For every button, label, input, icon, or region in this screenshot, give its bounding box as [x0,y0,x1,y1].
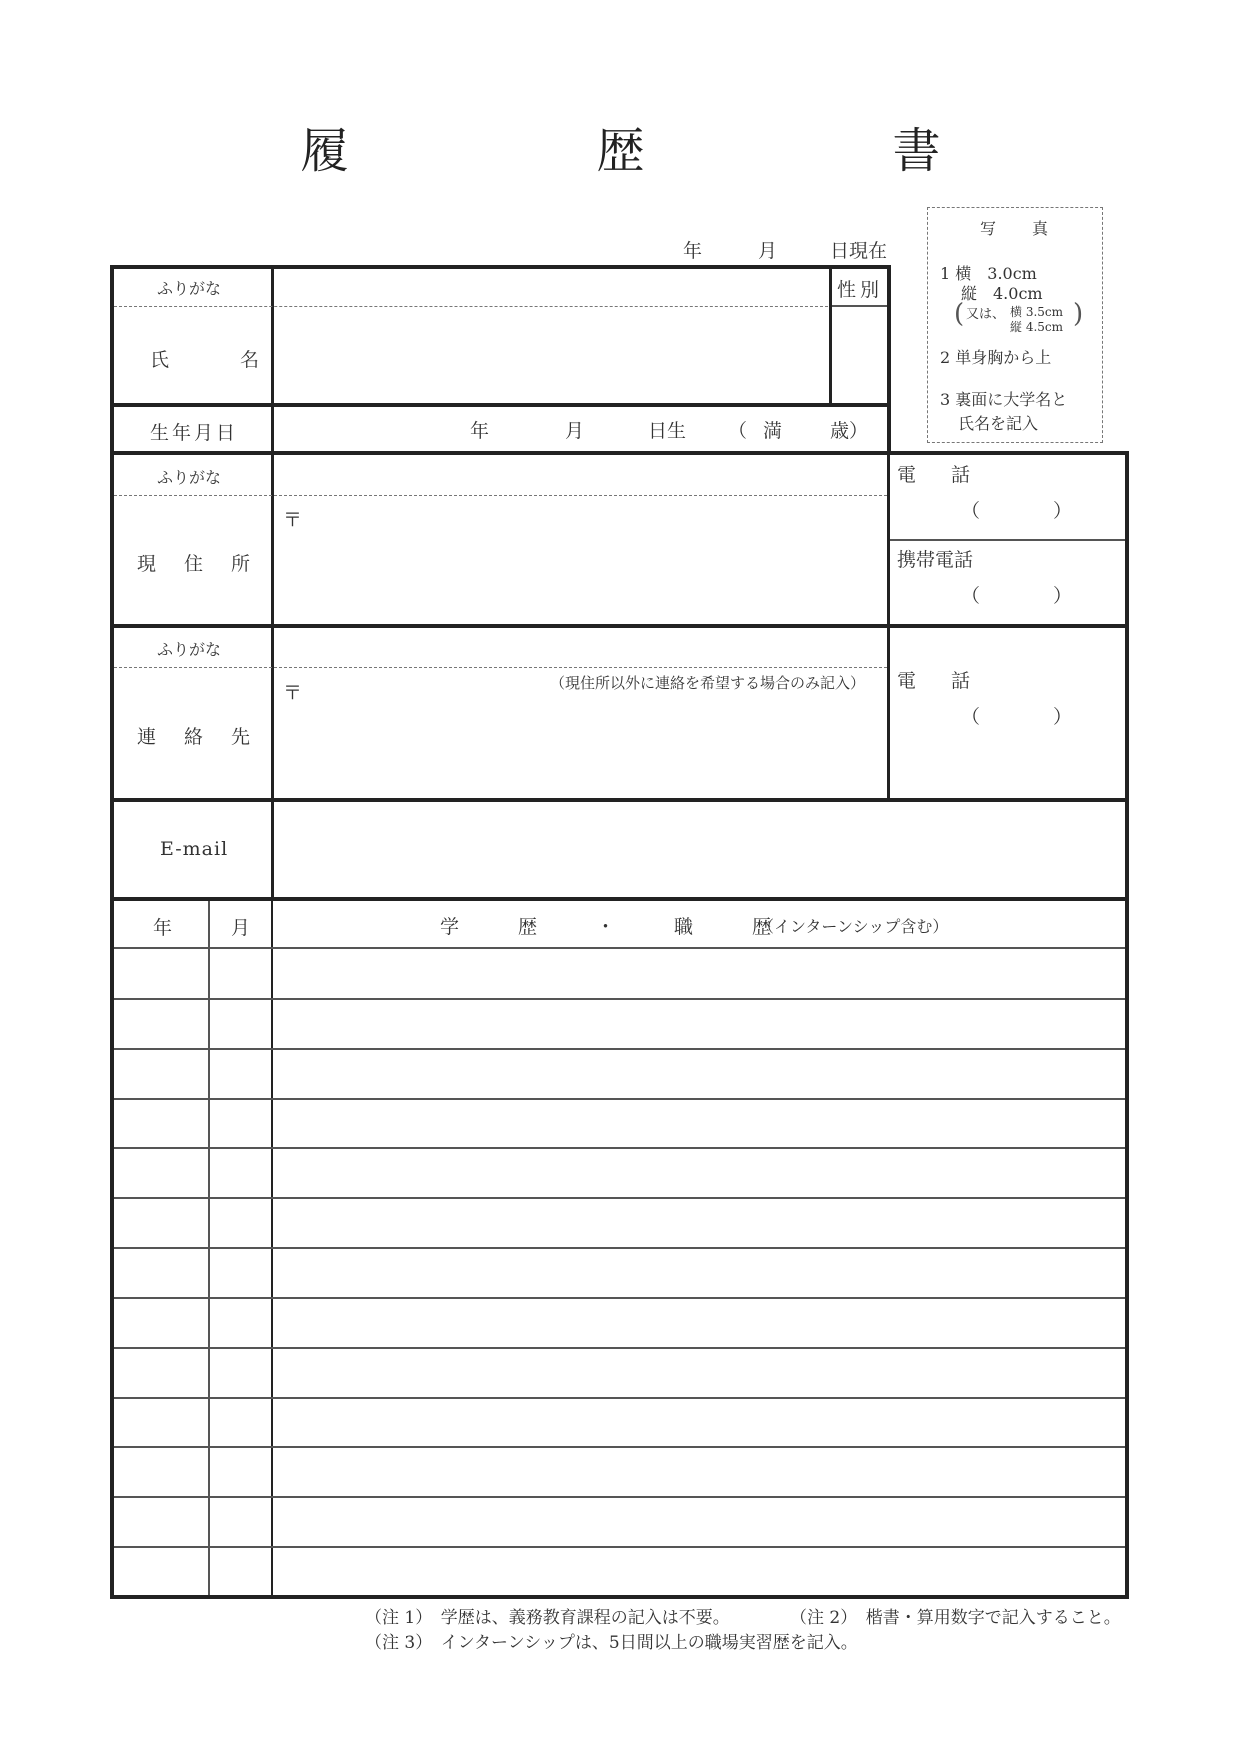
birth-day-label: 日生 [648,420,687,442]
history-entry-input[interactable] [278,1500,1124,1544]
history-year-input[interactable] [118,1002,208,1046]
contact-label-divider [271,624,274,800]
history-row-divider [114,1297,1125,1299]
address-top-border [110,451,1128,455]
birth-month-label: 月 [565,420,585,442]
birth-label: 生年月日 [150,422,239,444]
address-furigana-label: ふりがな [157,468,222,487]
history-month-input[interactable] [213,1351,272,1395]
birth-right-border [887,405,891,452]
birth-input[interactable] [280,410,884,450]
history-year-input[interactable] [118,1550,208,1594]
history-row-divider [114,1347,1125,1349]
email-input[interactable] [280,805,1124,897]
history-month-input[interactable] [213,1301,272,1345]
history-year-input[interactable] [118,1500,208,1544]
name-block-left-border [110,265,114,407]
email-left-border [110,798,114,900]
history-month-input[interactable] [213,1151,272,1195]
photo-alt-height: 縦 4.5cm [1010,320,1063,334]
phone-mobile-divider [890,539,1125,541]
history-month-input[interactable] [213,1401,272,1445]
gender-header-divider [832,305,887,307]
history-entry-input[interactable] [278,1052,1124,1096]
photo-alt-width: 横 3.5cm [1010,305,1063,319]
history-year-input[interactable] [118,1201,208,1245]
history-col-year: 年 [153,917,173,939]
photo-size-width: 1 横 3.0cm [940,264,1037,283]
history-row-divider [114,998,1125,1000]
history-row-divider [114,1397,1125,1399]
history-year-input[interactable] [118,1301,208,1345]
history-row-divider [114,1147,1125,1149]
name-block-top-border [110,265,891,269]
email-label-divider [271,798,274,900]
footnote-2: （注 2） 楷書・算用数字で記入すること。 [790,1608,1121,1628]
history-entry-input[interactable] [278,1301,1124,1345]
address-label-divider [271,451,274,627]
gender-divider [829,265,832,407]
birth-label-divider [271,405,274,452]
history-entry-input[interactable] [278,1550,1124,1594]
history-month-input[interactable] [213,1052,272,1096]
contact-phone-paren: （ ） [961,706,1077,728]
history-month-input[interactable] [213,952,272,996]
history-entry-input[interactable] [278,1102,1124,1146]
gender-label: 性別 [837,279,884,301]
mobile-phone-paren: （ ） [961,585,1077,607]
photo-size-height: 縦 4.0cm [961,284,1043,303]
address-label: 現住所 [137,553,279,575]
history-row-divider [114,1098,1125,1100]
contact-furigana-input[interactable] [280,631,884,666]
footnote-1: （注 1） 学歴は、義務教育課程の記入は不要。 [365,1608,730,1628]
history-row-divider [114,1446,1125,1448]
history-year-input[interactable] [118,1151,208,1195]
name-block-label-divider [271,265,274,407]
photo-instruction-3: 3 裏面に大学名と [940,390,1068,409]
photo-instruction-2: 2 単身胸から上 [940,348,1052,367]
history-month-input[interactable] [213,1201,272,1245]
history-row-divider [114,1048,1125,1050]
contact-input[interactable] [310,700,884,796]
contact-postal-mark: 〒 [283,682,303,704]
photo-instruction-3b: 氏名を記入 [958,414,1039,433]
name-furigana-divider [114,306,828,307]
page-title: 履 歴 書 [300,123,1041,179]
history-col-main-note: （インターンシップ含む） [758,917,949,936]
history-month-input[interactable] [213,1550,272,1594]
date-day-label: 日現在 [830,240,888,262]
history-bottom-border [110,1595,1129,1599]
history-year-input[interactable] [118,1351,208,1395]
address-phone-label: 電 話 [897,464,979,486]
photo-alt-prefix: 又は、 [966,307,1006,322]
address-left-border [110,451,114,627]
contact-right-border [1125,624,1129,800]
history-entry-input[interactable] [278,1201,1124,1245]
footnote-3: （注 3） インターンシップは、5日間以上の職場実習歴を記入。 [365,1633,858,1653]
history-entry-input[interactable] [278,1401,1124,1445]
name-furigana-input[interactable] [280,271,824,305]
name-block-right-border [887,265,891,407]
contact-phone-divider [887,624,890,800]
history-top-border [110,897,1128,901]
name-furigana-label: ふりがな [157,279,222,298]
contact-phone-label: 電 話 [897,670,979,692]
history-row-divider [114,1247,1125,1249]
contact-label: 連絡先 [137,726,279,748]
birth-left-border [110,405,114,452]
email-top-border [110,798,1128,802]
history-year-input[interactable] [118,1052,208,1096]
name-input[interactable] [280,310,824,402]
mobile-phone-label: 携帯電話 [897,549,974,571]
contact-left-border [110,624,114,800]
history-month-input[interactable] [213,1102,272,1146]
address-phone-paren: （ ） [961,500,1077,522]
history-row-divider [114,1197,1125,1199]
history-col-main: 学 歴 ・ 職 歴 [440,916,792,938]
history-year-input[interactable] [118,1251,208,1295]
history-entry-input[interactable] [278,1151,1124,1195]
date-month-label: 月 [758,240,778,262]
history-row-divider [114,1546,1125,1548]
photo-heading: 写 真 [980,219,1059,238]
address-postal-mark: 〒 [283,509,303,531]
address-input[interactable] [310,500,884,622]
contact-furigana-label: ふりがな [157,640,222,659]
history-header-divider [114,947,1125,949]
history-entry-input[interactable] [278,1450,1124,1494]
birth-age-close: 歳） [830,420,869,442]
history-month-input[interactable] [213,1450,272,1494]
history-month-input[interactable] [213,1251,272,1295]
history-entry-input[interactable] [278,1002,1124,1046]
history-year-input[interactable] [118,1102,208,1146]
history-month-input[interactable] [213,1002,272,1046]
date-year-label: 年 [683,240,703,262]
email-label: E-mail [160,838,229,860]
history-col-month: 月 [231,917,251,939]
photo-alt-paren-open: ( [954,299,965,329]
name-block-bottom-border [110,403,891,407]
birth-age-open: （満 [728,420,799,442]
birth-year-label: 年 [470,420,490,442]
history-month-input[interactable] [213,1500,272,1544]
contact-note: （現住所以外に連絡を希望する場合のみ記入） [550,674,866,692]
history-entry-input[interactable] [278,1351,1124,1395]
gender-input[interactable] [836,310,886,402]
contact-top-border [110,624,1128,628]
history-entry-input[interactable] [278,1251,1124,1295]
email-right-border [1125,798,1129,900]
history-right-border [1125,897,1129,1598]
photo-alt-paren-close: ) [1073,299,1084,329]
address-furigana-input[interactable] [280,458,884,494]
history-entry-input[interactable] [278,952,1124,996]
contact-furigana-divider [114,667,887,668]
history-year-input[interactable] [118,1401,208,1445]
name-label: 氏 名 [150,349,286,371]
address-furigana-divider [114,495,887,496]
history-row-divider [114,1496,1125,1498]
address-right-border [1125,451,1129,627]
history-year-input[interactable] [118,952,208,996]
history-year-input[interactable] [118,1450,208,1494]
